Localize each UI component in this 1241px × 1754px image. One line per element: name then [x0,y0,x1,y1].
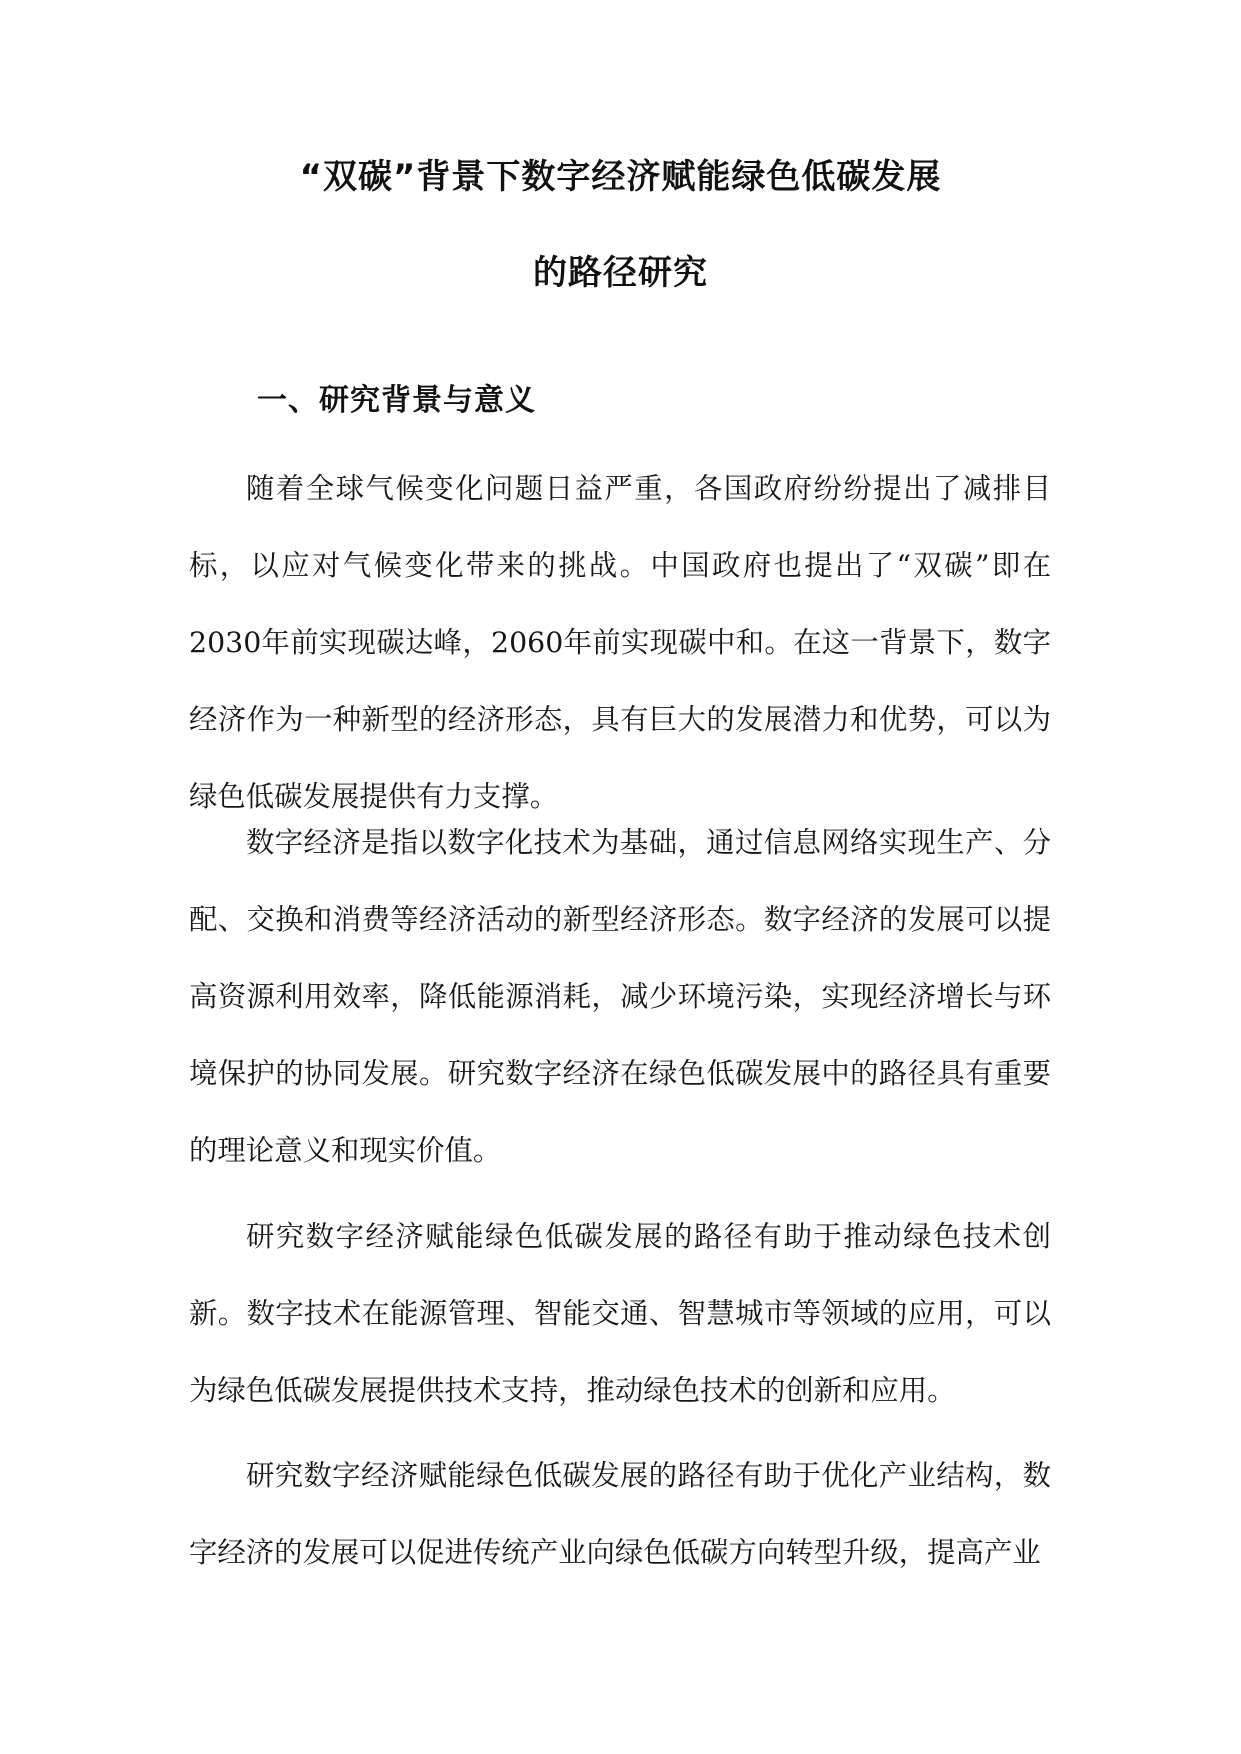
body-paragraph-2: 数字经济是指以数字化技术为基础，通过信息网络实现生产、分配、交换和消费等经济活动的新型经济形态。数字经济的发展可以提高资源利用效率，降低能源消耗，减少环境污染，实现经济增长与环境保护的协同发展。研究数字经济在绿色低碳发展中的路径具有重要的理论意义和现实价值。 [189,826,1051,1167]
body-paragraph-4: 研究数字经济赋能绿色低碳发展的路径有助于优化产业结构，数字经济的发展可以促进传统产业向绿色低碳方向转型升级，提高产业 [189,1459,1051,1569]
document-title-line-1: “双碳”背景下数字经济赋能绿色低碳发展 [299,157,942,197]
section-heading: 一、研究背景与意义 [257,383,536,418]
body-paragraph-1: 随着全球气候变化问题日益严重，各国政府纷纷提出了减排目标，以应对气候变化带来的挑战。中国政府也提出了“双碳”即在2030年前实现碳达峰，2060年前实现碳中和。在这一背景下，数字经济作为一种新型的经济形态，具有巨大的发展潜力和优势，可以为绿色低碳发展提供有力支撑。 [189,472,1051,813]
body-paragraph-3: 研究数字经济赋能绿色低碳发展的路径有助于推动绿色技术创新。数字技术在能源管理、智能交通、智慧城市等领域的应用，可以为绿色低碳发展提供技术支持，推动绿色技术的创新和应用。 [189,1220,1051,1407]
document-title-line-2: 的路径研究 [533,253,708,293]
